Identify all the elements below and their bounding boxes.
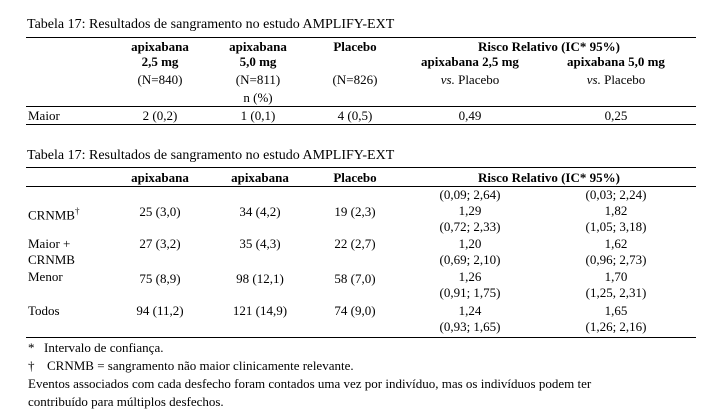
footnote-line4: contribuído para múltiplos desfechos.	[28, 394, 224, 409]
t1-col1-dose: 2,5 mg	[141, 54, 179, 69]
t2-row1-ci1: (0,72; 2,33)	[439, 219, 501, 234]
t1-col3-name: Placebo	[333, 39, 377, 54]
footnote-star-text: Intervalo de confiança.	[44, 340, 164, 355]
t2-col3: Placebo	[333, 170, 377, 185]
t2-row4-ci2: (1,26; 2,16)	[585, 319, 647, 334]
t2-row3-label: Menor	[28, 269, 63, 284]
t2-row3-rr1: 1,26	[458, 269, 482, 284]
t1-col2-name: apixabana	[229, 39, 287, 54]
footnote-star-symbol: *	[28, 340, 35, 355]
table2-bottom-rule	[26, 337, 696, 338]
t2-row3-c1: 75 (8,9)	[139, 271, 181, 286]
t2-row4-rr2: 1,65	[604, 303, 628, 318]
t1-rr-vs1: vs. Placebo	[440, 72, 500, 87]
t1-row-rr1: 0,49	[458, 108, 482, 123]
t1-col2-dose: 5,0 mg	[239, 54, 277, 69]
t1-col1-n: (N=840)	[137, 72, 183, 87]
t2-row3-ci2: (1,25, 2,31)	[585, 285, 647, 300]
t2-row4-c3: 74 (9,0)	[334, 303, 376, 318]
t1-rr-title: Risco Relativo (IC* 95%)	[478, 39, 620, 54]
table2-top-rule	[26, 167, 696, 168]
t2-row4-c1: 94 (11,2)	[136, 303, 184, 318]
table2-caption: Tabela 17: Resultados de sangramento no estudo AMPLIFY-EXT	[27, 148, 395, 163]
t2-rr-title: Risco Relativo (IC* 95%)	[478, 170, 620, 185]
t2-row1-c1: 25 (3,0)	[139, 204, 181, 219]
t2-row2-label: Maior +	[28, 236, 71, 251]
t2-ci-top1: (0,09; 2,64)	[439, 187, 501, 202]
t2-row1-rr1: 1,29	[458, 203, 482, 218]
t2-col2: apixabana	[231, 170, 289, 185]
table1-mid-rule	[26, 106, 696, 107]
t2-row1-c2: 34 (4,2)	[239, 204, 281, 219]
dagger-mark: †	[74, 206, 80, 216]
t2-row4-ci1: (0,93; 1,65)	[439, 319, 501, 334]
t2-row3-ci1: (0,91; 1,75)	[439, 285, 501, 300]
t2-row2-ci1: (0,69; 2,10)	[439, 252, 501, 267]
t2-row3-c3: 58 (7,0)	[334, 271, 376, 286]
t2-row4-rr1: 1,24	[458, 303, 482, 318]
t2-row1-rr2: 1,82	[604, 203, 628, 218]
t2-row3-rr2: 1,70	[604, 269, 628, 284]
table1-bottom-rule	[26, 124, 696, 125]
t2-row1-label: CRNMB†	[28, 206, 80, 223]
t1-col1-name: apixabana	[131, 39, 189, 54]
t1-row-c2: 1 (0,1)	[240, 108, 276, 123]
t2-row2-c3: 22 (2,7)	[334, 236, 376, 251]
t2-ci-top2: (0,03; 2,24)	[585, 187, 647, 202]
t2-row3-c2: 98 (12,1)	[236, 271, 284, 286]
t2-row2-rr1: 1,20	[458, 236, 482, 251]
t1-rr-sub1: apixabana 2,5 mg	[421, 54, 519, 69]
t1-row-c1: 2 (0,2)	[142, 108, 178, 123]
table1-top-rule	[26, 37, 696, 38]
t1-row-label: Maior	[28, 108, 60, 123]
t1-row-c3: 4 (0,5)	[337, 108, 373, 123]
t2-row2-c2: 35 (4,3)	[239, 236, 281, 251]
t2-row2-c1: 27 (3,2)	[139, 236, 181, 251]
t2-row2-label2: CRNMB	[28, 252, 75, 267]
t2-col1: apixabana	[131, 170, 189, 185]
footnote-line3: Eventos associados com cada desfecho foram contados uma vez por indivíduo, mas os indivíduos podem ter	[28, 376, 592, 391]
t2-row4-c2: 121 (14,9)	[232, 303, 288, 318]
footnote-dagger-text: CRNMB = sangramento não maior clinicamente relevante.	[47, 358, 354, 373]
t1-rr-sub2: apixabana 5,0 mg	[567, 54, 665, 69]
t2-row2-rr2: 1,62	[604, 236, 628, 251]
t2-row1-ci2: (1,05; 3,18)	[585, 219, 647, 234]
footnote-dagger-symbol: †	[28, 358, 35, 373]
t1-col3-n: (N=826)	[332, 72, 378, 87]
t1-unit: n (%)	[243, 90, 273, 105]
t2-row4-label: Todos	[28, 303, 60, 318]
t1-rr-vs2: vs. Placebo	[586, 72, 646, 87]
t2-row1-c3: 19 (2,3)	[334, 204, 376, 219]
t1-row-rr2: 0,25	[604, 108, 628, 123]
t1-col2-n: (N=811)	[235, 72, 281, 87]
table1-caption: Tabela 17: Resultados de sangramento no estudo AMPLIFY-EXT	[27, 17, 395, 32]
t2-row2-ci2: (0,96; 2,73)	[585, 252, 647, 267]
